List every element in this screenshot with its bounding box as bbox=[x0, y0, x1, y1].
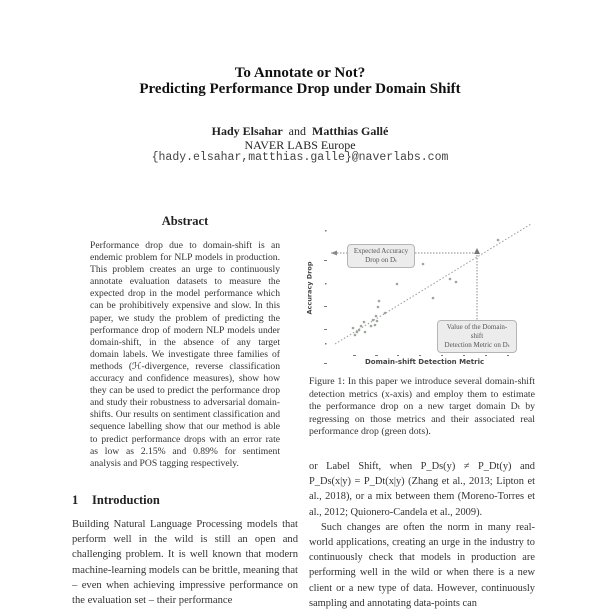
paper-title-line2: Predicting Performance Drop under Domain Shift bbox=[139, 81, 461, 97]
paragraph-real-world: Such changes are often the norm in many real-world applications, creating an urge in the industry to continuously check that models in production are performing well in the wild or when there is a new client or a new type of data. However, continuously sampling and annotating data-points can bbox=[309, 521, 535, 609]
author-1: Hady Elsahar bbox=[211, 124, 283, 138]
author-2: Matthias Gallé bbox=[312, 124, 389, 138]
introduction-body: Building Natural Language Processing models that perform well in the wild is still an open and challenging problem. It is well known that modern machine-learning models can be brittle, meaning that – even when achieving impressive performance on the evaluation set – their performance bbox=[72, 519, 298, 607]
callout-expected-drop bbox=[347, 244, 415, 268]
y-axis-label: Accuracy Drop bbox=[305, 261, 314, 315]
figure-1 bbox=[305, 222, 535, 372]
paper-title-line1: To Annotate or Not? bbox=[234, 65, 366, 81]
callout-text: Value of the Domain-shift bbox=[446, 323, 508, 340]
callout-text: Expected Accuracy bbox=[353, 247, 409, 255]
arrow-left-icon bbox=[331, 251, 337, 256]
callout-metric-value bbox=[437, 320, 517, 353]
arrow-up-icon bbox=[474, 248, 480, 254]
section-number: 1 bbox=[72, 493, 79, 507]
paragraph-label-shift: or Label Shift, when P_Ds(y) ≠ P_Dt(y) and P_Ds(x|y) = P_Dt(x|y) (Zhang et al., 2013; Lipton et al., 2018), or a mix between them (Moreno-Torres et al., 2012; Quionero-Candela et al., 2009). bbox=[309, 461, 535, 518]
right-column-body bbox=[309, 459, 535, 611]
x-axis-ticks bbox=[353, 355, 509, 356]
author-emails: {hady.elsahar,matthias.galle}@naverlabs.com bbox=[151, 151, 449, 164]
section-title: Introduction bbox=[92, 493, 160, 507]
section-heading-introduction bbox=[72, 493, 160, 508]
callout-text: Drop on Dₜ bbox=[365, 256, 397, 264]
affiliation: NAVER LABS Europe bbox=[244, 138, 356, 152]
abstract-body: Performance drop due to domain-shift is an endemic problem for NLP models in production. This problem creates an urge to continuously annotate evaluation datasets to measure the expected drop in the model performance which can be prohibitively expensive and slow. In this paper, we study the problem of predicting the performance drop of modern NLP models under domain-shift, in the absence of any target domain labels. We investigate three families of methods (ℋ-divergence, reverse classification accuracy and confidence measures), show how they can be used to predict the performance drop and study their robustness to adversarial domain-shifts. Our results on sentiment classification and sequence labelling show that our method is able to predict performance drops with an error rate as low as 2.15% and 0.89% for sentiment analysis and POS tagging respectively. bbox=[90, 240, 280, 469]
x-axis-label: Domain-shift Detection Metric bbox=[365, 358, 485, 366]
abstract-heading: Abstract bbox=[161, 214, 209, 228]
author-conjunction: and bbox=[288, 124, 306, 138]
figure-1-caption: Figure 1: In this paper we introduce several domain-shift detection metrics (x-axis) and employ them to estimate the performance drop on a new target domain Dₜ by regressing on those metrics and their associated real performance drop (green dots). bbox=[309, 376, 535, 438]
authors bbox=[0, 124, 600, 138]
callout-text: Detection Metric on Dₜ bbox=[444, 341, 510, 349]
y-axis-ticks bbox=[324, 230, 327, 364]
